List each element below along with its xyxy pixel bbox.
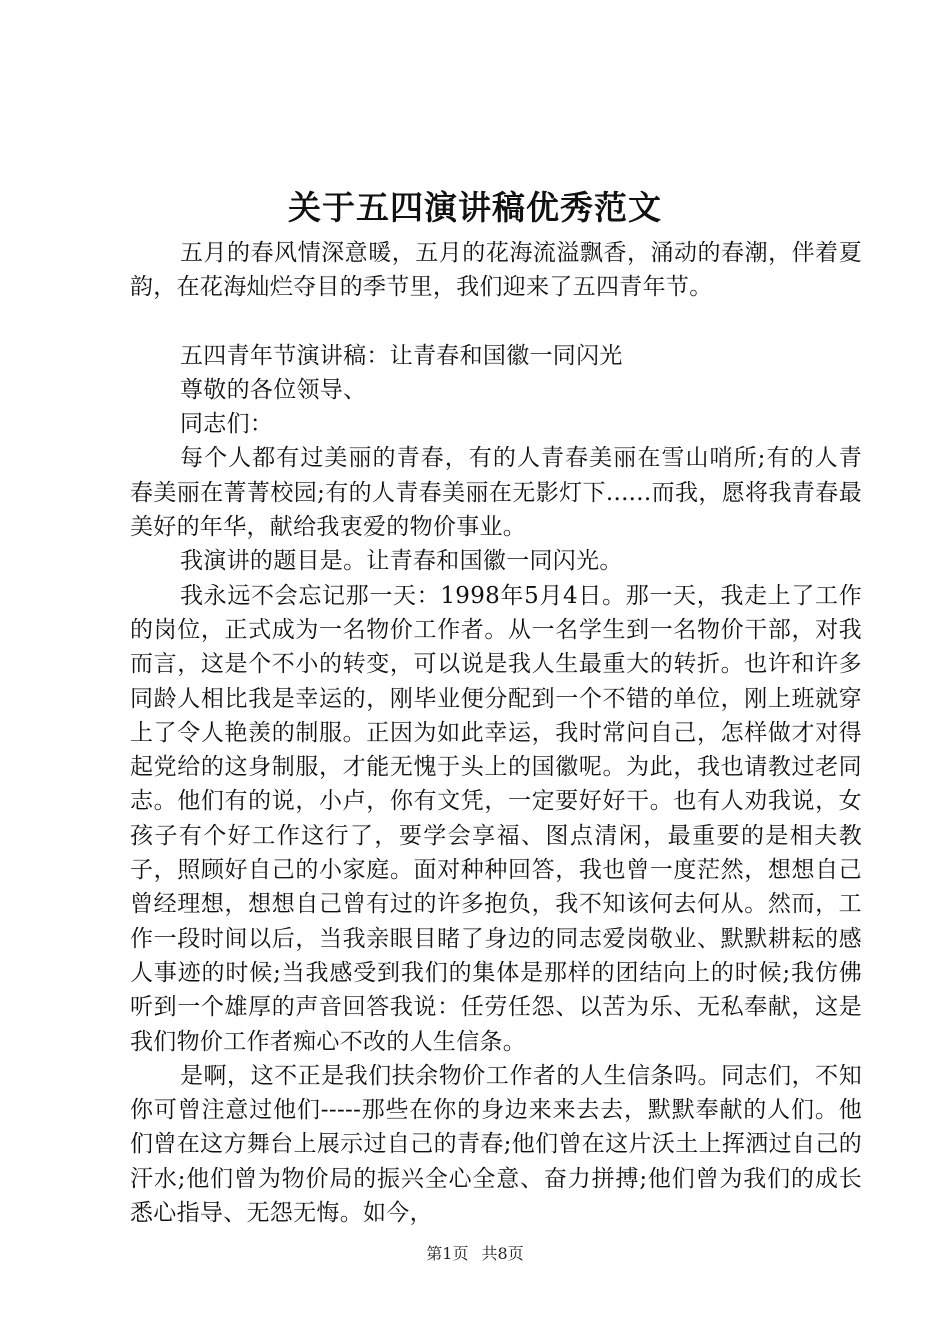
paragraph-youth: 每个人都有过美丽的青春，有的人青春美丽在雪山哨所;有的人青春美丽在菁菁校园;有的人青春美丽在无影灯下......而我，愿将我青春最美好的年华，献给我衷爱的物价事业。 [130,445,862,541]
paragraph-intro: 五月的春风情深意暖，五月的花海流溢飘香，涌动的春潮，伴着夏韵，在花海灿烂夺目的季节里，我们迎来了五四青年节。 [130,240,862,301]
document-title: 关于五四演讲稿优秀范文 [288,188,662,227]
page-footer [0,1244,950,1264]
page-number: 第1页 [426,1244,469,1263]
paragraph-salutation-comrades: 同志们： [180,411,274,438]
paragraph-salutation-leaders: 尊敬的各位领导、 [180,376,367,403]
paragraph-colleagues: 是啊，这不正是我们扶余物价工作者的人生信条吗。同志们，不知你可曾注意过他们-----那些在你的身边来来去去，默默奉献的人们。他们曾在这方舞台上展示过自己的青春;他们曾在这片沃土上挥洒过自己的汗水;他们曾为物价局的振兴全心全意、奋力拼搏;他们曾为我们的成长悉心指导、无怨无悔。如今， [130,1062,862,1227]
page-total: 共8页 [481,1244,524,1263]
paragraph-topic: 我演讲的题目是。让青春和国徽一同闪光。 [180,548,623,575]
paragraph-story: 我永远不会忘记那一天：1998年5月4日。那一天，我走上了工作的岗位，正式成为一名物价工作者。从一名学生到一名物价干部，对我而言，这是个不小的转变，可以说是我人生最重大的转折。也许和许多同龄人相比我是幸运的，刚毕业便分配到一个不错的单位，刚上班就穿上了令人艳羡的制服。正因为如此幸运，我时常问自己，怎样做才对得起党给的这身制服，才能无愧于头上的国徽呢。为此，我也请教过老同志。他们有的说，小卢，你有文凭，一定要好好干。也有人劝我说，女孩子有个好工作这行了，要学会享福、图点清闲，最重要的是相夫教子，照顾好自己的小家庭。面对种种回答，我也曾一度茫然，想想自己曾经理想，想想自己曾有过的许多抱负，我不知该何去何从。然而，工作一段时间以后，当我亲眼目睹了身边的同志爱岗敬业、默默耕耘的感人事迹的时候;当我感受到我们的集体是那样的团结向上的时候;我仿佛听到一个雄厚的声音回答我说：任劳任怨、以苦为乐、无私奉献，这是我们物价工作者痴心不改的人生信条。 [130,582,862,1055]
document-body [130,236,862,1230]
paragraph-subtitle: 五四青年节演讲稿：让青春和国徽一同闪光 [180,342,623,369]
